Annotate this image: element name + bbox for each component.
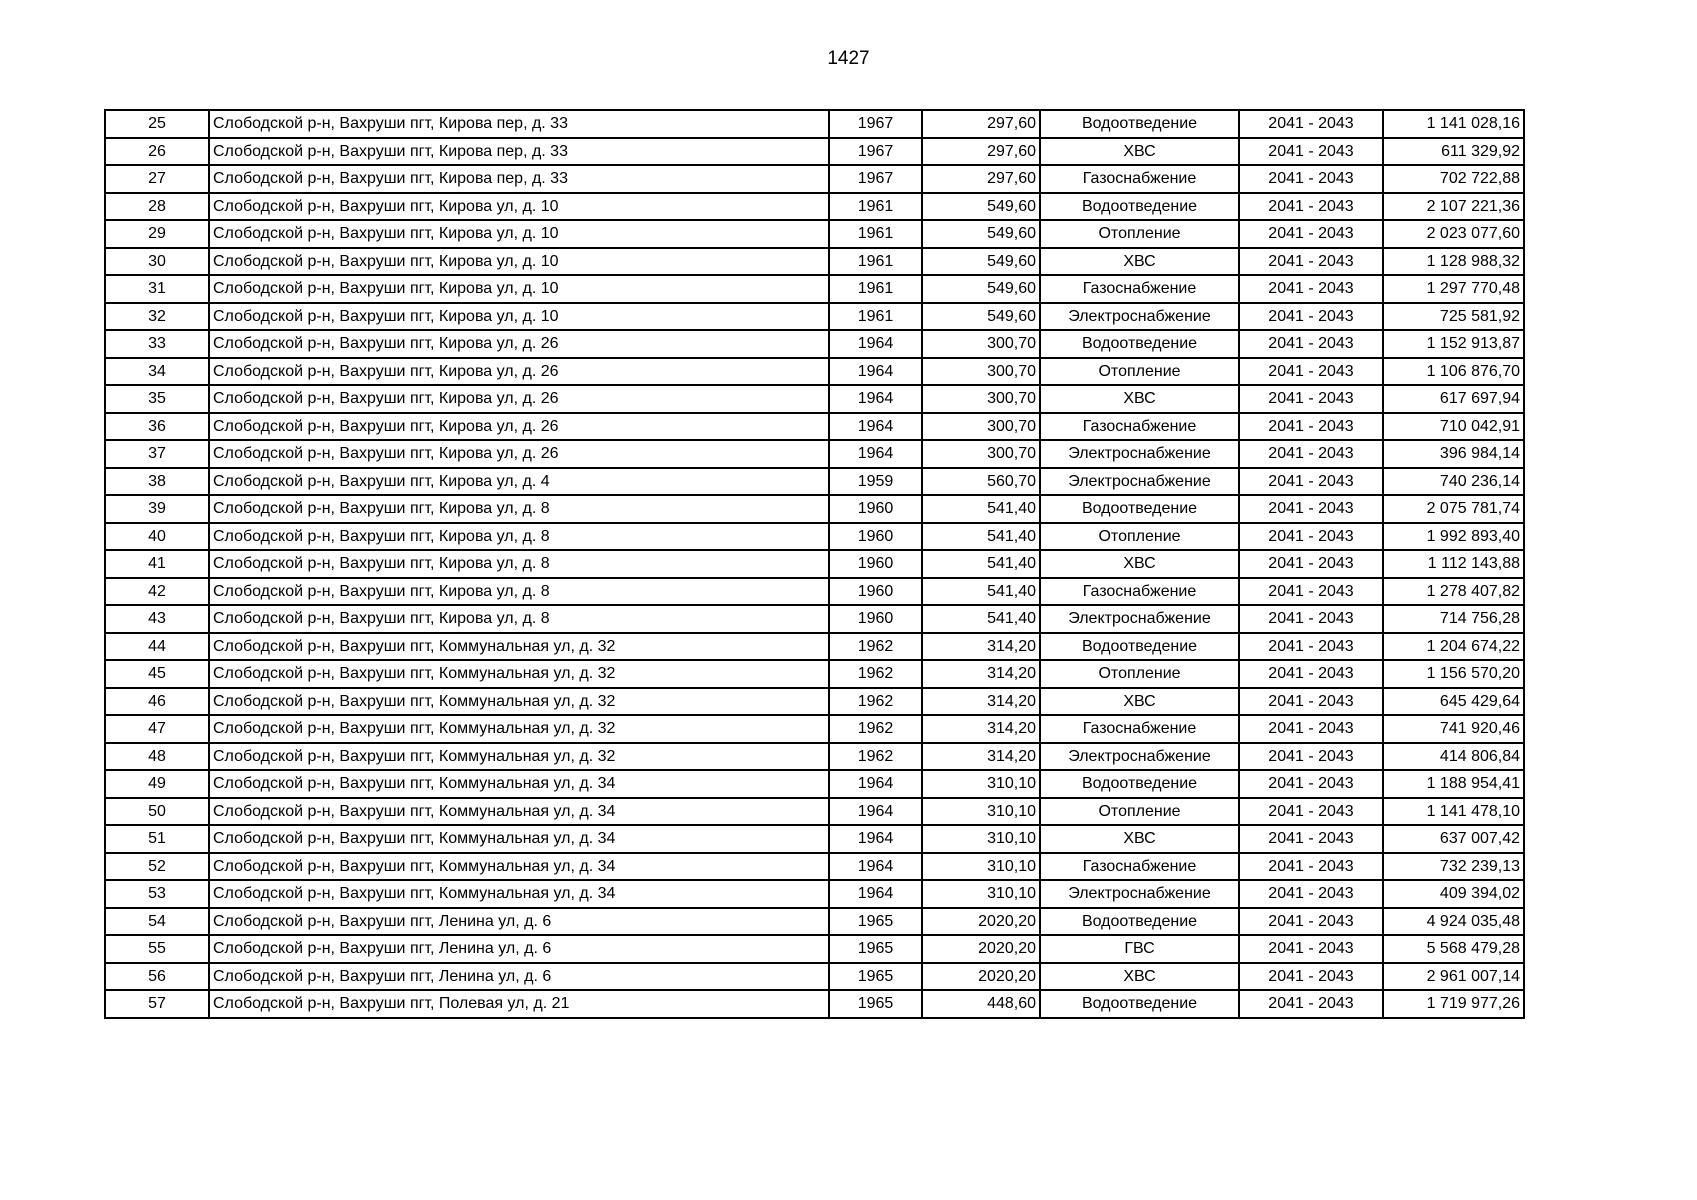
cost-cell: 611 329,92 — [1383, 138, 1524, 166]
work-type-cell: ГВС — [1040, 935, 1239, 963]
cost-cell: 1 156 570,20 — [1383, 660, 1524, 688]
table-row — [105, 495, 1524, 523]
address-cell: Слободской р-н, Вахруши пгт, Коммунальная ул, д. 34 — [209, 853, 829, 881]
row-number-cell: 25 — [105, 110, 209, 138]
table-row — [105, 935, 1524, 963]
address-cell: Слободской р-н, Вахруши пгт, Ленина ул, д. 6 — [209, 908, 829, 936]
year-built-cell: 1961 — [829, 303, 922, 331]
year-built-cell: 1962 — [829, 633, 922, 661]
period-cell: 2041 - 2043 — [1239, 468, 1383, 496]
address-cell: Слободской р-н, Вахруши пгт, Кирова пер, д. 33 — [209, 138, 829, 166]
cost-cell: 1 719 977,26 — [1383, 990, 1524, 1018]
table-row — [105, 468, 1524, 496]
row-number-cell: 45 — [105, 660, 209, 688]
area-cell: 297,60 — [922, 138, 1040, 166]
address-cell: Слободской р-н, Вахруши пгт, Коммунальная ул, д. 32 — [209, 743, 829, 771]
year-built-cell: 1962 — [829, 660, 922, 688]
work-type-cell: Водоотведение — [1040, 110, 1239, 138]
work-type-cell: Водоотведение — [1040, 633, 1239, 661]
row-number-cell: 30 — [105, 248, 209, 276]
work-type-cell: Газоснабжение — [1040, 715, 1239, 743]
table-row — [105, 853, 1524, 881]
year-built-cell: 1964 — [829, 770, 922, 798]
cost-cell: 725 581,92 — [1383, 303, 1524, 331]
table-body — [105, 110, 1524, 1018]
row-number-cell: 39 — [105, 495, 209, 523]
work-type-cell: ХВС — [1040, 385, 1239, 413]
period-cell: 2041 - 2043 — [1239, 413, 1383, 441]
period-cell: 2041 - 2043 — [1239, 385, 1383, 413]
table-row — [105, 605, 1524, 633]
row-number-cell: 43 — [105, 605, 209, 633]
cost-cell: 2 961 007,14 — [1383, 963, 1524, 991]
cost-cell: 1 106 876,70 — [1383, 358, 1524, 386]
table-row — [105, 660, 1524, 688]
row-number-cell: 38 — [105, 468, 209, 496]
period-cell: 2041 - 2043 — [1239, 138, 1383, 166]
cost-cell: 741 920,46 — [1383, 715, 1524, 743]
period-cell: 2041 - 2043 — [1239, 110, 1383, 138]
address-cell: Слободской р-н, Вахруши пгт, Коммунальная ул, д. 34 — [209, 798, 829, 826]
table-row — [105, 770, 1524, 798]
address-cell: Слободской р-н, Вахруши пгт, Кирова ул, д. 26 — [209, 440, 829, 468]
address-cell: Слободской р-н, Вахруши пгт, Кирова ул, д. 10 — [209, 303, 829, 331]
period-cell: 2041 - 2043 — [1239, 330, 1383, 358]
address-cell: Слободской р-н, Вахруши пгт, Кирова ул, д. 26 — [209, 413, 829, 441]
period-cell: 2041 - 2043 — [1239, 990, 1383, 1018]
row-number-cell: 28 — [105, 193, 209, 221]
area-cell: 300,70 — [922, 440, 1040, 468]
year-built-cell: 1961 — [829, 193, 922, 221]
year-built-cell: 1960 — [829, 605, 922, 633]
work-type-cell: Отопление — [1040, 523, 1239, 551]
table-row — [105, 550, 1524, 578]
area-cell: 549,60 — [922, 275, 1040, 303]
year-built-cell: 1960 — [829, 495, 922, 523]
area-cell: 2020,20 — [922, 963, 1040, 991]
year-built-cell: 1964 — [829, 880, 922, 908]
year-built-cell: 1961 — [829, 220, 922, 248]
period-cell: 2041 - 2043 — [1239, 660, 1383, 688]
cost-cell: 4 924 035,48 — [1383, 908, 1524, 936]
area-cell: 549,60 — [922, 193, 1040, 221]
year-built-cell: 1965 — [829, 990, 922, 1018]
table-row — [105, 110, 1524, 138]
row-number-cell: 47 — [105, 715, 209, 743]
table-row — [105, 220, 1524, 248]
area-cell: 541,40 — [922, 578, 1040, 606]
period-cell: 2041 - 2043 — [1239, 220, 1383, 248]
work-type-cell: Отопление — [1040, 798, 1239, 826]
cost-cell: 637 007,42 — [1383, 825, 1524, 853]
area-cell: 300,70 — [922, 413, 1040, 441]
cost-cell: 1 278 407,82 — [1383, 578, 1524, 606]
cost-cell: 1 141 478,10 — [1383, 798, 1524, 826]
address-cell: Слободской р-н, Вахруши пгт, Кирова ул, д. 10 — [209, 193, 829, 221]
cost-cell: 740 236,14 — [1383, 468, 1524, 496]
work-type-cell: ХВС — [1040, 248, 1239, 276]
year-built-cell: 1964 — [829, 330, 922, 358]
address-cell: Слободской р-н, Вахруши пгт, Кирова ул, д. 10 — [209, 248, 829, 276]
address-cell: Слободской р-н, Вахруши пгт, Кирова ул, д. 26 — [209, 385, 829, 413]
table-row — [105, 990, 1524, 1018]
period-cell: 2041 - 2043 — [1239, 825, 1383, 853]
row-number-cell: 35 — [105, 385, 209, 413]
address-cell: Слободской р-н, Вахруши пгт, Кирова ул, д. 8 — [209, 578, 829, 606]
period-cell: 2041 - 2043 — [1239, 495, 1383, 523]
table-row — [105, 688, 1524, 716]
row-number-cell: 34 — [105, 358, 209, 386]
address-cell: Слободской р-н, Вахруши пгт, Кирова ул, д. 26 — [209, 330, 829, 358]
table-row — [105, 330, 1524, 358]
year-built-cell: 1962 — [829, 688, 922, 716]
address-cell: Слободской р-н, Вахруши пгт, Коммунальная ул, д. 34 — [209, 825, 829, 853]
address-cell: Слободской р-н, Вахруши пгт, Коммунальная ул, д. 34 — [209, 880, 829, 908]
year-built-cell: 1964 — [829, 358, 922, 386]
repair-schedule-table — [104, 109, 1525, 1019]
address-cell: Слободской р-н, Вахруши пгт, Ленина ул, д. 6 — [209, 935, 829, 963]
area-cell: 448,60 — [922, 990, 1040, 1018]
row-number-cell: 31 — [105, 275, 209, 303]
cost-cell: 1 204 674,22 — [1383, 633, 1524, 661]
area-cell: 300,70 — [922, 358, 1040, 386]
cost-cell: 2 107 221,36 — [1383, 193, 1524, 221]
address-cell: Слободской р-н, Вахруши пгт, Ленина ул, д. 6 — [209, 963, 829, 991]
cost-cell: 702 722,88 — [1383, 165, 1524, 193]
row-number-cell: 52 — [105, 853, 209, 881]
area-cell: 300,70 — [922, 385, 1040, 413]
address-cell: Слободской р-н, Вахруши пгт, Полевая ул, д. 21 — [209, 990, 829, 1018]
work-type-cell: Водоотведение — [1040, 908, 1239, 936]
year-built-cell: 1965 — [829, 935, 922, 963]
table-row — [105, 440, 1524, 468]
area-cell: 314,20 — [922, 660, 1040, 688]
year-built-cell: 1959 — [829, 468, 922, 496]
table-row — [105, 275, 1524, 303]
work-type-cell: Водоотведение — [1040, 193, 1239, 221]
cost-cell: 645 429,64 — [1383, 688, 1524, 716]
address-cell: Слободской р-н, Вахруши пгт, Коммунальная ул, д. 32 — [209, 715, 829, 743]
work-type-cell: Электроснабжение — [1040, 743, 1239, 771]
period-cell: 2041 - 2043 — [1239, 605, 1383, 633]
year-built-cell: 1965 — [829, 908, 922, 936]
area-cell: 297,60 — [922, 165, 1040, 193]
address-cell: Слободской р-н, Вахруши пгт, Коммунальная ул, д. 32 — [209, 688, 829, 716]
cost-cell: 1 297 770,48 — [1383, 275, 1524, 303]
table-row — [105, 908, 1524, 936]
table-row — [105, 825, 1524, 853]
address-cell: Слободской р-н, Вахруши пгт, Кирова ул, д. 10 — [209, 275, 829, 303]
period-cell: 2041 - 2043 — [1239, 248, 1383, 276]
period-cell: 2041 - 2043 — [1239, 935, 1383, 963]
address-cell: Слободской р-н, Вахруши пгт, Кирова ул, д. 10 — [209, 220, 829, 248]
cost-cell: 2 075 781,74 — [1383, 495, 1524, 523]
work-type-cell: ХВС — [1040, 963, 1239, 991]
period-cell: 2041 - 2043 — [1239, 853, 1383, 881]
period-cell: 2041 - 2043 — [1239, 440, 1383, 468]
period-cell: 2041 - 2043 — [1239, 193, 1383, 221]
table-row — [105, 633, 1524, 661]
area-cell: 541,40 — [922, 495, 1040, 523]
year-built-cell: 1962 — [829, 743, 922, 771]
cost-cell: 396 984,14 — [1383, 440, 1524, 468]
table-row — [105, 413, 1524, 441]
row-number-cell: 56 — [105, 963, 209, 991]
table-row — [105, 165, 1524, 193]
row-number-cell: 37 — [105, 440, 209, 468]
table-row — [105, 578, 1524, 606]
row-number-cell: 42 — [105, 578, 209, 606]
work-type-cell: Отопление — [1040, 358, 1239, 386]
year-built-cell: 1961 — [829, 275, 922, 303]
cost-cell: 1 112 143,88 — [1383, 550, 1524, 578]
work-type-cell: Отопление — [1040, 660, 1239, 688]
area-cell: 541,40 — [922, 605, 1040, 633]
area-cell: 549,60 — [922, 248, 1040, 276]
work-type-cell: Водоотведение — [1040, 495, 1239, 523]
work-type-cell: Электроснабжение — [1040, 605, 1239, 633]
year-built-cell: 1960 — [829, 523, 922, 551]
period-cell: 2041 - 2043 — [1239, 743, 1383, 771]
work-type-cell: ХВС — [1040, 688, 1239, 716]
period-cell: 2041 - 2043 — [1239, 908, 1383, 936]
area-cell: 310,10 — [922, 825, 1040, 853]
area-cell: 314,20 — [922, 715, 1040, 743]
work-type-cell: Водоотведение — [1040, 770, 1239, 798]
work-type-cell: Электроснабжение — [1040, 440, 1239, 468]
work-type-cell: Электроснабжение — [1040, 468, 1239, 496]
year-built-cell: 1961 — [829, 248, 922, 276]
row-number-cell: 36 — [105, 413, 209, 441]
area-cell: 310,10 — [922, 880, 1040, 908]
area-cell: 310,10 — [922, 853, 1040, 881]
year-built-cell: 1967 — [829, 165, 922, 193]
cost-cell: 414 806,84 — [1383, 743, 1524, 771]
row-number-cell: 50 — [105, 798, 209, 826]
period-cell: 2041 - 2043 — [1239, 963, 1383, 991]
year-built-cell: 1962 — [829, 715, 922, 743]
year-built-cell: 1964 — [829, 853, 922, 881]
area-cell: 314,20 — [922, 688, 1040, 716]
year-built-cell: 1964 — [829, 413, 922, 441]
period-cell: 2041 - 2043 — [1239, 633, 1383, 661]
address-cell: Слободской р-н, Вахруши пгт, Кирова ул, д. 8 — [209, 495, 829, 523]
table-row — [105, 523, 1524, 551]
work-type-cell: Газоснабжение — [1040, 165, 1239, 193]
work-type-cell: Водоотведение — [1040, 330, 1239, 358]
row-number-cell: 51 — [105, 825, 209, 853]
period-cell: 2041 - 2043 — [1239, 688, 1383, 716]
year-built-cell: 1964 — [829, 440, 922, 468]
cost-cell: 1 128 988,32 — [1383, 248, 1524, 276]
row-number-cell: 26 — [105, 138, 209, 166]
row-number-cell: 40 — [105, 523, 209, 551]
cost-cell: 710 042,91 — [1383, 413, 1524, 441]
area-cell: 300,70 — [922, 330, 1040, 358]
area-cell: 310,10 — [922, 770, 1040, 798]
table-row — [105, 358, 1524, 386]
period-cell: 2041 - 2043 — [1239, 770, 1383, 798]
cost-cell: 1 152 913,87 — [1383, 330, 1524, 358]
work-type-cell: Газоснабжение — [1040, 853, 1239, 881]
row-number-cell: 46 — [105, 688, 209, 716]
period-cell: 2041 - 2043 — [1239, 578, 1383, 606]
area-cell: 549,60 — [922, 303, 1040, 331]
period-cell: 2041 - 2043 — [1239, 165, 1383, 193]
period-cell: 2041 - 2043 — [1239, 715, 1383, 743]
year-built-cell: 1967 — [829, 138, 922, 166]
work-type-cell: Газоснабжение — [1040, 413, 1239, 441]
area-cell: 541,40 — [922, 550, 1040, 578]
table-row — [105, 385, 1524, 413]
work-type-cell: ХВС — [1040, 138, 1239, 166]
table-row — [105, 798, 1524, 826]
period-cell: 2041 - 2043 — [1239, 303, 1383, 331]
cost-cell: 1 992 893,40 — [1383, 523, 1524, 551]
work-type-cell: Газоснабжение — [1040, 578, 1239, 606]
cost-cell: 732 239,13 — [1383, 853, 1524, 881]
work-type-cell: Отопление — [1040, 220, 1239, 248]
area-cell: 541,40 — [922, 523, 1040, 551]
address-cell: Слободской р-н, Вахруши пгт, Кирова ул, д. 8 — [209, 523, 829, 551]
address-cell: Слободской р-н, Вахруши пгт, Кирова ул, д. 26 — [209, 358, 829, 386]
row-number-cell: 27 — [105, 165, 209, 193]
row-number-cell: 41 — [105, 550, 209, 578]
row-number-cell: 53 — [105, 880, 209, 908]
cost-cell: 1 188 954,41 — [1383, 770, 1524, 798]
work-type-cell: Газоснабжение — [1040, 275, 1239, 303]
area-cell: 2020,20 — [922, 935, 1040, 963]
work-type-cell: Водоотведение — [1040, 990, 1239, 1018]
table-row — [105, 193, 1524, 221]
year-built-cell: 1964 — [829, 798, 922, 826]
cost-cell: 2 023 077,60 — [1383, 220, 1524, 248]
address-cell: Слободской р-н, Вахруши пгт, Кирова пер, д. 33 — [209, 110, 829, 138]
year-built-cell: 1965 — [829, 963, 922, 991]
row-number-cell: 49 — [105, 770, 209, 798]
address-cell: Слободской р-н, Вахруши пгт, Кирова ул, д. 4 — [209, 468, 829, 496]
address-cell: Слободской р-н, Вахруши пгт, Коммунальная ул, д. 32 — [209, 633, 829, 661]
table-row — [105, 743, 1524, 771]
row-number-cell: 33 — [105, 330, 209, 358]
area-cell: 297,60 — [922, 110, 1040, 138]
address-cell: Слободской р-н, Вахруши пгт, Кирова пер, д. 33 — [209, 165, 829, 193]
work-type-cell: ХВС — [1040, 550, 1239, 578]
period-cell: 2041 - 2043 — [1239, 550, 1383, 578]
table-row — [105, 138, 1524, 166]
period-cell: 2041 - 2043 — [1239, 880, 1383, 908]
area-cell: 314,20 — [922, 633, 1040, 661]
year-built-cell: 1960 — [829, 550, 922, 578]
address-cell: Слободской р-н, Вахруши пгт, Кирова ул, д. 8 — [209, 605, 829, 633]
area-cell: 560,70 — [922, 468, 1040, 496]
period-cell: 2041 - 2043 — [1239, 798, 1383, 826]
area-cell: 310,10 — [922, 798, 1040, 826]
address-cell: Слободской р-н, Вахруши пгт, Коммунальная ул, д. 32 — [209, 660, 829, 688]
period-cell: 2041 - 2043 — [1239, 358, 1383, 386]
row-number-cell: 54 — [105, 908, 209, 936]
work-type-cell: ХВС — [1040, 825, 1239, 853]
table-row — [105, 880, 1524, 908]
work-type-cell: Электроснабжение — [1040, 880, 1239, 908]
year-built-cell: 1964 — [829, 825, 922, 853]
table-row — [105, 303, 1524, 331]
row-number-cell: 57 — [105, 990, 209, 1018]
area-cell: 549,60 — [922, 220, 1040, 248]
page-number: 1427 — [827, 48, 870, 69]
row-number-cell: 29 — [105, 220, 209, 248]
cost-cell: 1 141 028,16 — [1383, 110, 1524, 138]
year-built-cell: 1964 — [829, 385, 922, 413]
year-built-cell: 1960 — [829, 578, 922, 606]
cost-cell: 714 756,28 — [1383, 605, 1524, 633]
row-number-cell: 32 — [105, 303, 209, 331]
cost-cell: 617 697,94 — [1383, 385, 1524, 413]
work-type-cell: Электроснабжение — [1040, 303, 1239, 331]
address-cell: Слободской р-н, Вахруши пгт, Кирова ул, д. 8 — [209, 550, 829, 578]
area-cell: 2020,20 — [922, 908, 1040, 936]
table-row — [105, 248, 1524, 276]
period-cell: 2041 - 2043 — [1239, 523, 1383, 551]
row-number-cell: 44 — [105, 633, 209, 661]
address-cell: Слободской р-н, Вахруши пгт, Коммунальная ул, д. 34 — [209, 770, 829, 798]
row-number-cell: 55 — [105, 935, 209, 963]
cost-cell: 409 394,02 — [1383, 880, 1524, 908]
row-number-cell: 48 — [105, 743, 209, 771]
area-cell: 314,20 — [922, 743, 1040, 771]
cost-cell: 5 568 479,28 — [1383, 935, 1524, 963]
year-built-cell: 1967 — [829, 110, 922, 138]
table-row — [105, 715, 1524, 743]
table-row — [105, 963, 1524, 991]
period-cell: 2041 - 2043 — [1239, 275, 1383, 303]
